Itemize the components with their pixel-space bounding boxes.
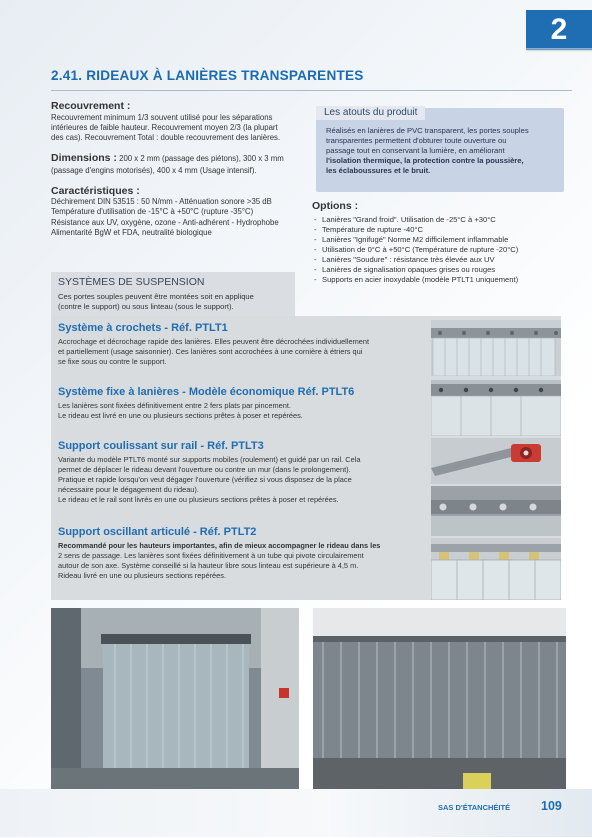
system-line: se fixe sous ou contre le support.: [58, 356, 167, 366]
atouts-line: l'isolation thermique, la protection contre la poussière,: [326, 156, 524, 166]
options-heading: Options :: [312, 200, 359, 212]
recouvrement-text: [51, 113, 307, 144]
page-title: 2.41. RIDEAUX À LANIÈRES TRANSPARENTES: [51, 68, 364, 83]
caracteristiques-heading: Caractéristiques :: [51, 184, 140, 197]
photo-rail-system: [431, 438, 561, 484]
system-text: [58, 401, 420, 421]
system-title: Support coulissant sur rail - Réf. PTLT3: [58, 440, 264, 452]
chapter-badge: [526, 10, 592, 50]
system-line: Variante du modèle PTLT6 monté sur supports mobiles (roulement) et guidé par un rail. Cela: [58, 455, 361, 464]
dimensions-line: [51, 152, 307, 166]
dimensions-value: 200 x 2 mm (passage des piétons), 300 x 3 mm: [116, 154, 284, 164]
photo-oscillating-system: [431, 538, 561, 600]
caracteristiques-line: Déchirement DIN 53515 : 50 N/mm - Atténuation sonore >35 dB: [51, 197, 272, 207]
suspension-panel: [51, 272, 295, 318]
system-line: Recommandé pour les hauteurs importantes, afin de mieux accompagner le rideau dans les: [58, 541, 381, 550]
title-divider: [51, 90, 572, 91]
suspension-text: [58, 292, 289, 312]
option-item: - Température de rupture -40°C: [312, 225, 568, 235]
system-line: Accrochage et décrochage rapide des lanières. Elles peuvent être décrochées individuellement: [58, 337, 370, 346]
atouts-text: [326, 126, 556, 176]
systems-panel: [51, 316, 561, 600]
options-list: [312, 215, 568, 285]
photo-fixed-system: [431, 380, 561, 436]
system-line: Rideau livré en une ou plusieurs sections repérées.: [58, 570, 227, 580]
photo-warehouse-curtain: [51, 608, 299, 795]
chapter-badge-shadow: [526, 48, 592, 52]
system-title: Support oscillant articulé - Réf. PTLT2: [58, 526, 257, 538]
suspension-line: Ces portes souples peuvent être montées soit en applique: [58, 292, 254, 301]
system-title: Système fixe à lanières - Modèle économique Réf. PTLT6: [58, 386, 355, 398]
caracteristiques-line: Température d'utilisation de -15°C à +50°C (rupture -35°C): [51, 207, 254, 217]
dimensions-heading: Dimensions :: [51, 152, 117, 165]
system-title: Système à crochets - Réf. PTLT1: [58, 322, 228, 334]
recouvrement-line: des cas). Recouvrement Total : double recouvrement des lanières.: [51, 133, 281, 143]
photo-rail-bolts: [431, 486, 561, 536]
system-line: Pratique et rapide lorsqu'on veut dégager l'ouverture (vérifiez si vous disposez de la place: [58, 474, 352, 484]
atouts-line: Réalisés en lanières de PVC transparent, les portes souples: [326, 126, 529, 135]
footer-strip: [0, 789, 592, 837]
dimensions-block: [51, 152, 307, 176]
recouvrement-line: Recouvrement minimum 1/3 souvent utilisé pour les séparations: [51, 112, 273, 122]
system-ptlt6: [58, 386, 420, 421]
atouts-line: passage tout en conservant la lumière, en améliorant: [326, 146, 505, 156]
recouvrement-heading: Recouvrement :: [51, 100, 131, 112]
chapter-number: 2: [550, 13, 568, 46]
system-line: nécessaire pour le dégagement du rideau).: [58, 484, 199, 494]
suspension-line: (contre le support) ou sous linteau (sous le support).: [58, 301, 234, 311]
caracteristiques-line: Alimentarité BgW et FDA, neutralité biologique: [51, 227, 212, 237]
system-text: [58, 541, 420, 581]
caracteristiques-text: [51, 197, 307, 238]
system-line: Les lanières sont fixées définitivement entre 2 fers plats par pincement.: [58, 401, 291, 410]
system-line: permet de déplacer le rideau devant l'ouverture ou contre un mur (dans le prolongement).: [58, 464, 351, 474]
option-item: - Supports en acier inoxydable (modèle PTLT1 uniquement): [312, 275, 568, 285]
atouts-box: [316, 108, 564, 192]
atouts-heading: Les atouts du produit: [316, 106, 425, 120]
options-block: [312, 200, 568, 285]
system-line: 2 sens de passage. Les lanières sont fixées définitivement à un tube qui pivote circulairement: [58, 550, 364, 560]
suspension-heading: SYSTÈMES DE SUSPENSION: [58, 276, 205, 288]
system-text: [58, 337, 420, 367]
system-ptlt2: [58, 526, 420, 581]
atouts-line: les éclaboussures et le bruit.: [326, 166, 431, 176]
atouts-line: transparentes permettent d'obturer toute ouverture ou: [326, 136, 507, 146]
recouvrement-line: intérieures de faible hauteur. Recouvrement moyen 2/3 (la plupart: [51, 122, 278, 132]
option-item: - Lanières "Ignifugé" Norme M2 difficilement inflammable: [312, 235, 568, 245]
system-line: Le rideau et le rail sont livrés en une ou plusieurs sections prêtes à poser et repérées.: [58, 494, 339, 504]
option-item: - Lanières de signalisation opaques grises ou rouges: [312, 265, 568, 275]
system-ptlt3: [58, 440, 420, 505]
photo-large-curtain: [313, 608, 566, 795]
photo-hook-system: [431, 320, 561, 376]
page-number: 109: [541, 799, 562, 813]
system-line: Le rideau est livré en une ou plusieurs sections prêtes à poser et repérées.: [58, 410, 303, 420]
system-text: [58, 455, 420, 505]
dimensions-line-2: (passage d'engins motorisés), 400 x 4 mm (Usage intensif).: [51, 166, 257, 176]
system-line: et partiellement (usage saisonnier). Ces lanières sont accrochées à une cornière à étriers qui: [58, 346, 363, 356]
page-title-row: [51, 68, 572, 83]
option-item: - Lanières "Soudure" : résistance très élevée aux UV: [312, 255, 568, 265]
system-line: autour de son axe. Système conseillé si la hauteur libre sous linteau est supérieure à 4,5 m.: [58, 560, 359, 570]
option-item: - Lanières "Grand froid". Utilisation de -25°C à +30°C: [312, 215, 568, 225]
caracteristiques-block: [51, 186, 307, 239]
recouvrement-block: [51, 101, 307, 143]
system-ptlt1: [58, 322, 420, 367]
option-item: - Utilisation de 0°C à +50°C (Température de rupture -20°C): [312, 245, 568, 255]
left-column: [51, 101, 307, 247]
footer-section-label: SAS D'ÉTANCHÉITÉ: [438, 803, 511, 812]
caracteristiques-line: Résistance aux UV, oxygène, ozone - Anti-adhérent - Hydrophobe: [51, 217, 279, 227]
